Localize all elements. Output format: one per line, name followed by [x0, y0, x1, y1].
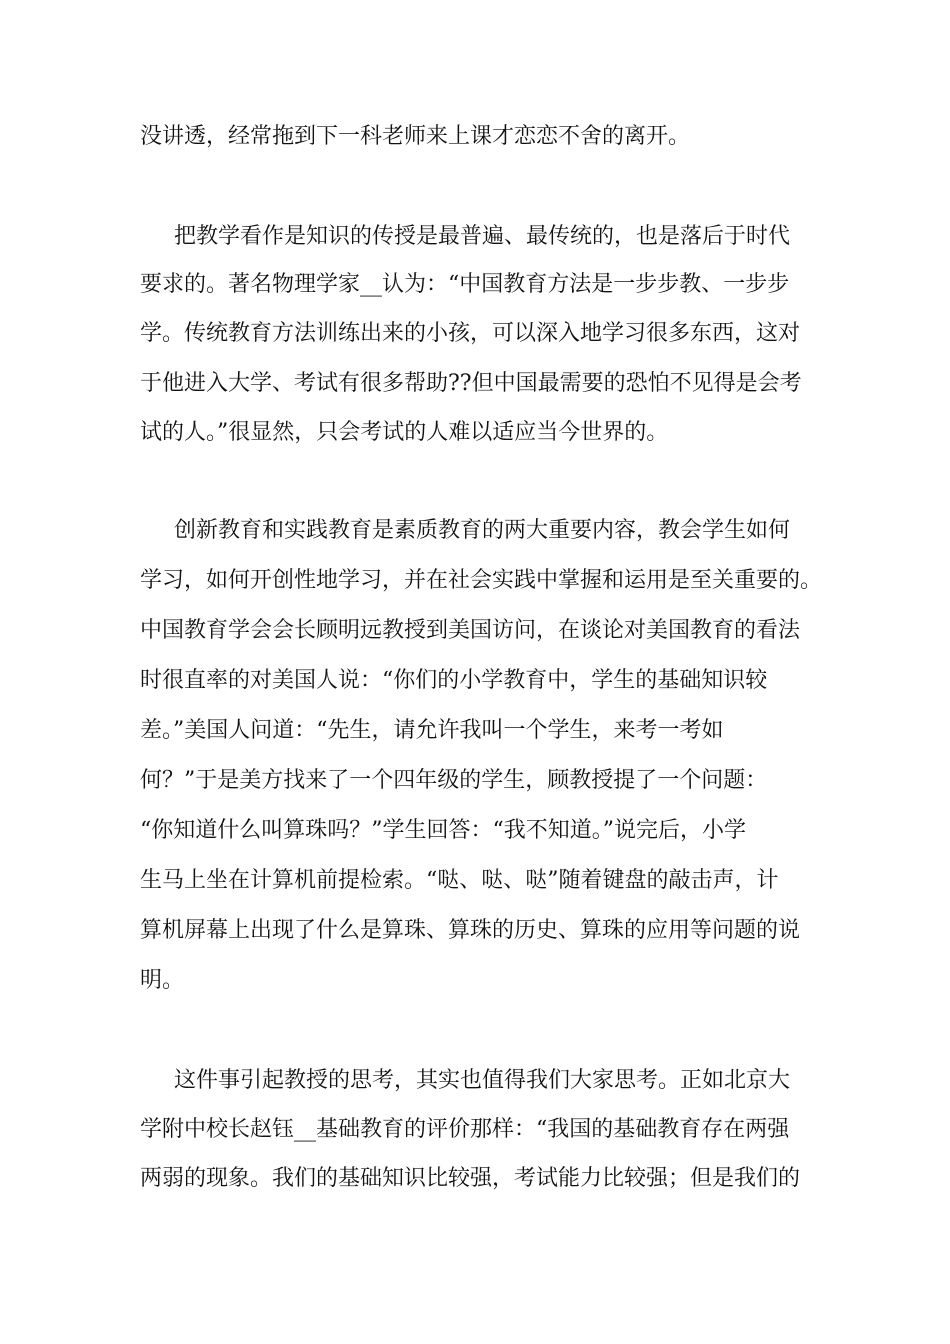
text-line: 于他进入大学、考试有很多帮助??但中国最需要的恐怕不见得是会考 — [140, 371, 802, 396]
text-line: 没讲透，经常拖到下一科老师来上课才恋恋不舍的离开。 — [140, 124, 691, 149]
text-line: “你知道什么叫算珠吗？”学生回答：“我不知道。”说完后，小学 — [140, 818, 746, 843]
text-line: 差。”美国人问道：“先生，请允许我叫一个学生，来考一考如 — [140, 718, 724, 743]
text-line: 算机屏幕上出现了什么是算珠、算珠的历史、算珠的应用等问题的说 — [140, 918, 801, 943]
text-line: 学习，如何开创性地学习，并在社会实践中掌握和运用是至关重要的。 — [140, 568, 823, 593]
text-line: 中国教育学会会长顾明远教授到美国访问，在谈论对美国教育的看法 — [140, 618, 801, 643]
text-line: 生马上坐在计算机前提检索。“哒、哒、哒”随着键盘的敲击声，计 — [140, 868, 779, 893]
text-line: 要求的。著名物理学家__认为：“中国教育方法是一步步教、一步步 — [140, 272, 790, 297]
text-line: 试的人。”很显然，只会考试的人难以适应当今世界的。 — [140, 420, 669, 445]
paragraph-first-line: 这件事引起教授的思考，其实也值得我们大家思考。正如北京大 — [174, 1068, 791, 1093]
text-line: 时很直率的对美国人说：“你们的小学教育中，学生的基础知识较 — [140, 668, 768, 693]
text-line: 何？”于是美方找来了一个四年级的学生，顾教授提了一个问题： — [140, 768, 768, 793]
text-line: 两弱的现象。我们的基础知识比较强，考试能力比较强；但是我们的 — [140, 1166, 801, 1191]
text-line: 学附中校长赵钰__基础教育的评价那样：“我国的基础教育存在两强 — [140, 1117, 790, 1142]
paragraph-first-line: 创新教育和实践教育是素质教育的两大重要内容，教会学生如何 — [174, 518, 791, 543]
text-line: 学。传统教育方法训练出来的小孩，可以深入地学习很多东西，这对 — [140, 321, 801, 346]
text-line: 明。 — [140, 968, 185, 993]
paragraph-first-line: 把教学看作是知识的传授是最普遍、最传统的，也是落后于时代 — [174, 224, 791, 249]
